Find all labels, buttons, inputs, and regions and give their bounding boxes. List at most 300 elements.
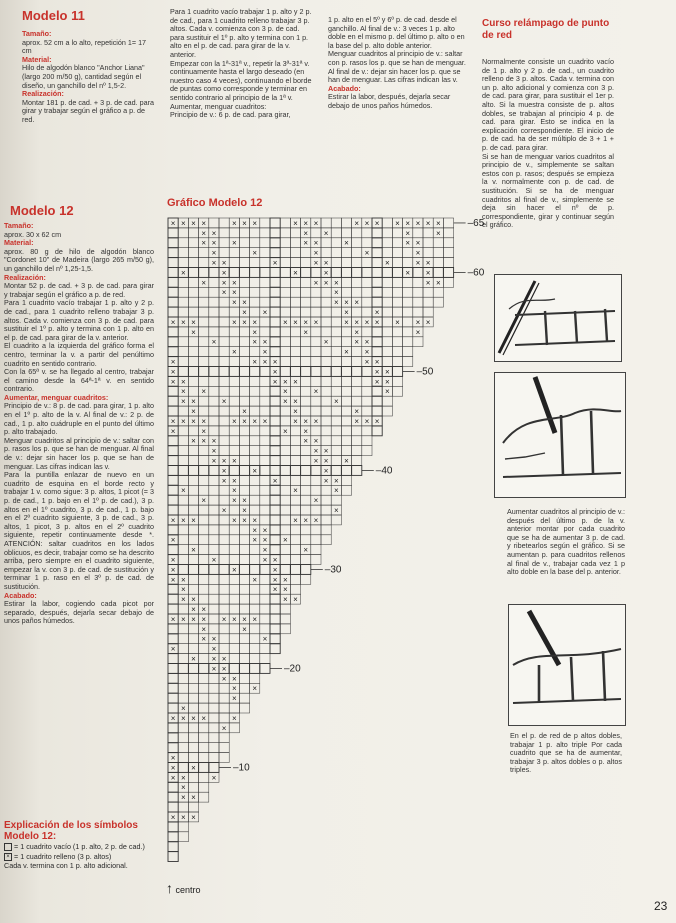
grid-cell [280, 277, 290, 287]
grid-cell [280, 347, 290, 357]
grid-cell [290, 545, 300, 555]
filled-cell-mark: × [180, 515, 186, 525]
grid-cell [280, 297, 290, 307]
grid-cell [260, 367, 270, 377]
grid-cell [199, 268, 209, 278]
grid-cell [219, 515, 229, 525]
grid-cell [168, 634, 178, 644]
grid-cell [280, 248, 290, 258]
grid-cell [321, 367, 331, 377]
filled-cell-mark: × [364, 416, 370, 426]
filled-cell-mark: × [242, 416, 247, 426]
grid-cell [290, 357, 300, 367]
grid-cell [219, 327, 229, 337]
grid-cell [239, 238, 249, 248]
grid-cell [413, 277, 423, 287]
filled-cell-mark: × [170, 367, 176, 377]
crochet-chart [160, 206, 485, 882]
grid-cell [362, 277, 372, 287]
grid-cell [382, 268, 392, 278]
filled-cell-mark: × [364, 347, 370, 357]
grid-cell [260, 317, 270, 327]
empty-square-icon [4, 843, 12, 851]
grid-cell [260, 327, 270, 337]
grid-cell [199, 317, 209, 327]
filled-cell-mark: × [282, 585, 288, 595]
grid-cell [341, 228, 351, 238]
grid-cell [443, 258, 453, 268]
grid-cell [331, 347, 341, 357]
grid-cell [239, 396, 249, 406]
filled-cell-mark: × [333, 476, 339, 486]
grid-cell [239, 683, 249, 693]
grid-cell [270, 624, 280, 634]
grid-cell [331, 515, 341, 525]
grid-cell [403, 347, 413, 357]
grid-cell [168, 624, 178, 634]
grid-cell [392, 277, 402, 287]
filled-cell-mark: × [211, 644, 217, 654]
grid-cell [280, 218, 290, 228]
grid-cell [341, 466, 351, 476]
grid-cell [321, 248, 331, 258]
grid-cell [219, 357, 229, 367]
filled-cell-mark: × [313, 496, 319, 506]
grid-cell [239, 287, 249, 297]
grid-cell [382, 297, 392, 307]
grid-cell [188, 624, 198, 634]
grid-cell [260, 386, 270, 396]
grid-cell [209, 475, 219, 485]
grid-cell [199, 396, 209, 406]
grid-cell [168, 802, 178, 812]
grid-cell [239, 545, 249, 555]
grid-cell [392, 248, 402, 258]
filled-cell-mark: × [201, 228, 207, 238]
grid-cell [239, 367, 249, 377]
grid-cell [352, 258, 362, 268]
m12-p8: Estirar la labor, cogiendo cada picot por separado, después, dejarla secar debajo de unos paños húmedos. [4, 599, 154, 626]
grid-cell [301, 446, 311, 456]
grid-cell [352, 426, 362, 436]
grid-cell [352, 228, 362, 238]
filled-cell-mark: × [435, 218, 441, 228]
grid-cell [362, 327, 372, 337]
filled-cell-mark: × [170, 357, 176, 367]
grid-cell [199, 466, 209, 476]
m12-size: aprox. 30 x 62 cm [4, 229, 62, 239]
filled-cell-mark: × [252, 684, 258, 694]
grid-cell [209, 287, 219, 297]
grid-cell [270, 426, 280, 436]
filled-cell-mark: × [191, 763, 196, 773]
grid-cell [423, 297, 433, 307]
grid-cell [209, 574, 219, 584]
filled-cell-mark: × [303, 436, 309, 446]
filled-cell-mark: × [364, 248, 370, 258]
grid-cell [352, 367, 362, 377]
filled-cell-mark: × [282, 317, 288, 327]
filled-cell-mark: × [272, 357, 278, 367]
filled-cell-mark: × [262, 634, 268, 644]
grid-cell [301, 535, 311, 545]
filled-cell-mark: × [293, 397, 298, 407]
filled-cell-mark: × [252, 614, 258, 624]
grid-cell [301, 376, 311, 386]
filled-cell-mark: × [313, 515, 319, 525]
grid-cell [178, 723, 188, 733]
grid-cell [372, 347, 382, 357]
grid-cell [341, 406, 351, 416]
grid-cell [392, 307, 402, 317]
grid-cell [239, 634, 249, 644]
grid-cell [280, 565, 290, 575]
grid-cell [403, 327, 413, 337]
filled-cell-mark: × [435, 278, 441, 288]
filled-cell-mark: × [293, 486, 298, 496]
grid-cell [219, 555, 229, 565]
filled-cell-mark: × [191, 713, 196, 723]
grid-cell [280, 495, 290, 505]
grid-cell [280, 624, 290, 634]
filled-cell-mark: × [191, 545, 196, 555]
filled-cell-mark: × [252, 575, 258, 585]
grid-cell [219, 297, 229, 307]
grid-cell [250, 396, 260, 406]
filled-cell-mark: × [374, 416, 380, 426]
filled-cell-mark: × [231, 288, 237, 298]
grid-cell [178, 634, 188, 644]
col3-p1: 1 p. alto en el 5º y 6º p. de cad. desde el ganchillo. Al final de v.: 3 veces 1 p. alto doble en el mismo p. del último p. alto o en la base del p. alto doble anterior. [328, 15, 465, 50]
grid-cell [188, 565, 198, 575]
filled-cell-mark: × [221, 278, 227, 288]
grid-cell [229, 545, 239, 555]
filled-cell-mark: × [221, 258, 227, 268]
filled-cell-mark: × [180, 317, 186, 327]
grid-cell [270, 287, 280, 297]
grid-cell [362, 386, 372, 396]
grid-cell [239, 604, 249, 614]
filled-cell-mark: × [191, 436, 196, 446]
grid-cell [188, 228, 198, 238]
grid-cell [178, 822, 188, 832]
grid-cell [311, 347, 321, 357]
grid-cell [331, 218, 341, 228]
grid-cell [250, 664, 260, 674]
grid-cell [250, 406, 260, 416]
filled-cell-mark: × [211, 436, 217, 446]
grid-cell [290, 327, 300, 337]
grid-cell [311, 327, 321, 337]
grid-cell [290, 307, 300, 317]
m11-realizacion: Montar 181 p. de cad. + 3 p. de cad. para girar y trabajar según el gráfico a p. de red. [22, 97, 155, 124]
grid-cell [443, 228, 453, 238]
grid-cell [229, 327, 239, 337]
grid-cell [290, 456, 300, 466]
grid-cell [209, 268, 219, 278]
grid-cell [270, 604, 280, 614]
grid-cell [280, 604, 290, 614]
grid-cell [178, 277, 188, 287]
grid-cell [290, 555, 300, 565]
grid-cell [392, 258, 402, 268]
filled-cell-mark: × [282, 426, 288, 436]
grid-cell [168, 604, 178, 614]
filled-cell-mark: × [170, 763, 176, 773]
grid-cell [290, 228, 300, 238]
grid-cell [403, 248, 413, 258]
filled-cell-mark: × [170, 317, 176, 327]
grid-cell [178, 654, 188, 664]
grid-cell [250, 475, 260, 485]
filled-cell-mark: × [313, 218, 319, 228]
filled-cell-mark: × [231, 238, 237, 248]
grid-cell [168, 664, 178, 674]
grid-cell [219, 584, 229, 594]
grid-cell [188, 268, 198, 278]
filled-cell-mark: × [323, 456, 329, 466]
grid-cell [260, 664, 270, 674]
grid-cell [229, 337, 239, 347]
grid-cell [188, 248, 198, 258]
grid-cell [290, 277, 300, 287]
grid-cell [229, 664, 239, 674]
grid-cell [301, 565, 311, 575]
grid-cell [301, 297, 311, 307]
filled-cell-mark: × [221, 664, 227, 674]
grid-cell [250, 386, 260, 396]
grid-cell [239, 426, 249, 436]
grid-cell [260, 495, 270, 505]
grid-cell [188, 386, 198, 396]
grid-cell [239, 475, 249, 485]
grid-cell [311, 485, 321, 495]
grid-cell [239, 327, 249, 337]
grid-cell [229, 367, 239, 377]
filled-cell-mark: × [170, 426, 176, 436]
grid-cell [239, 555, 249, 565]
grid-cell [250, 456, 260, 466]
grid-cell [341, 258, 351, 268]
grid-cell [239, 248, 249, 258]
grid-cell [331, 376, 341, 386]
filled-cell-mark: × [231, 565, 237, 575]
grid-cell [392, 367, 402, 377]
filled-cell-mark: × [180, 783, 186, 793]
filled-cell-mark: × [354, 218, 360, 228]
grid-cell [331, 386, 341, 396]
grid-cell [199, 555, 209, 565]
grid-cell [392, 268, 402, 278]
grid-cell [209, 673, 219, 683]
grid-cell [443, 238, 453, 248]
filled-cell-mark: × [344, 456, 349, 466]
grid-cell [178, 426, 188, 436]
grid-cell [341, 218, 351, 228]
filled-cell-mark: × [333, 397, 339, 407]
filled-cell-mark: × [252, 218, 258, 228]
grid-cell [250, 545, 260, 555]
grid-cell [260, 624, 270, 634]
grid-cell [341, 485, 351, 495]
grid-cell [382, 357, 392, 367]
filled-cell-mark: × [242, 515, 247, 525]
filled-cell-mark: × [344, 298, 349, 308]
grid-cell [290, 258, 300, 268]
filled-cell-mark: × [180, 713, 186, 723]
grid-cell [199, 792, 209, 802]
grid-cell [219, 545, 229, 555]
filled-cell-mark: × [374, 317, 380, 327]
grid-cell [239, 673, 249, 683]
grid-cell [270, 644, 280, 654]
grid-cell [260, 584, 270, 594]
grid-cell [178, 604, 188, 614]
grid-cell [260, 376, 270, 386]
grid-cell [250, 228, 260, 238]
grid-cell [250, 505, 260, 515]
filled-cell-mark: × [231, 515, 237, 525]
grid-cell [199, 782, 209, 792]
filled-cell-mark: × [242, 298, 247, 308]
grid-cell [413, 268, 423, 278]
grid-cell [260, 475, 270, 485]
grid-cell [209, 713, 219, 723]
modelo12-title: Modelo 12 [10, 203, 74, 218]
filled-cell-mark: × [221, 288, 227, 298]
grid-cell [188, 485, 198, 495]
filled-cell-mark: × [395, 317, 400, 327]
grid-cell [311, 555, 321, 565]
grid-cell [168, 703, 178, 713]
filled-cell-mark: × [231, 476, 237, 486]
col2-p3: Aumentar, menguar cuadritos: [170, 101, 267, 111]
grid-cell [229, 644, 239, 654]
grid-cell [219, 228, 229, 238]
filled-cell-mark: × [262, 308, 268, 317]
grid-cell [301, 357, 311, 367]
grid-cell [178, 802, 188, 812]
grid-cell [260, 238, 270, 248]
grid-cell [270, 337, 280, 347]
filled-cell-mark: × [201, 496, 207, 506]
grid-cell [392, 357, 402, 367]
grid-cell [178, 664, 188, 674]
grid-cell [250, 258, 260, 268]
filled-cell-mark: × [231, 486, 237, 496]
filled-cell-mark: × [313, 387, 319, 397]
grid-cell [219, 713, 229, 723]
grid-cell [362, 426, 372, 436]
grid-cell [311, 505, 321, 515]
m12-acabado-heading: Acabado: [4, 590, 37, 600]
grid-cell [250, 347, 260, 357]
grid-cell [290, 248, 300, 258]
grid-cell [168, 297, 178, 307]
filled-cell-mark: × [211, 634, 217, 644]
grid-cell [250, 624, 260, 634]
grid-cell [239, 258, 249, 268]
grid-cell [199, 327, 209, 337]
grid-cell [290, 436, 300, 446]
grid-cell [199, 772, 209, 782]
grid-cell [311, 228, 321, 238]
filled-cell-mark: × [242, 624, 247, 634]
grid-cell [392, 287, 402, 297]
filled-cell-mark: × [191, 218, 196, 228]
grid-cell [290, 347, 300, 357]
grid-cell [260, 258, 270, 268]
filled-cell-mark: × [374, 377, 380, 387]
grid-cell [413, 337, 423, 347]
grid-cell [229, 654, 239, 664]
filled-cell-mark: × [354, 337, 360, 347]
grid-cell [331, 456, 341, 466]
m12-p4: Con la 65ª v. se ha llegado al centro, trabajar el camino desde la 64ª-1ª v. en sentido contrario. [4, 367, 154, 394]
grid-cell [270, 416, 280, 426]
filled-cell-mark: × [211, 456, 217, 466]
grid-cell [209, 505, 219, 515]
grid-cell [178, 258, 188, 268]
legend-item-empty [4, 842, 164, 852]
grid-cell [290, 337, 300, 347]
grid-cell [290, 565, 300, 575]
grid-cell [433, 268, 443, 278]
grid-cell [250, 367, 260, 377]
grid-cell [341, 327, 351, 337]
filled-cell-mark: × [221, 723, 227, 733]
grid-cell [178, 753, 188, 763]
grid-cell [178, 832, 188, 842]
filled-cell-mark: × [242, 308, 247, 317]
filled-cell-mark: × [252, 535, 258, 545]
illustration-3 [508, 604, 626, 726]
grid-cell [260, 594, 270, 604]
filled-cell-mark: × [170, 753, 176, 763]
grid-cell [250, 277, 260, 287]
grid-cell [239, 693, 249, 703]
grid-cell [168, 337, 178, 347]
grid-cell [168, 792, 178, 802]
grid-cell [433, 258, 443, 268]
grid-cell [188, 535, 198, 545]
grid-cell [290, 574, 300, 584]
filled-cell-mark: × [170, 713, 176, 723]
grid-cell [188, 772, 198, 782]
grid-cell [250, 307, 260, 317]
legend-title: Explicación de los símbolos Modelo 12: [4, 820, 138, 842]
grid-cell [178, 693, 188, 703]
grid-cell [321, 317, 331, 327]
grid-cell [209, 357, 219, 367]
filled-cell-mark: × [405, 228, 411, 238]
grid-cell [178, 565, 188, 575]
modelo11-title: Modelo 11 [22, 8, 85, 23]
filled-cell-mark: × [180, 773, 186, 783]
grid-cell [280, 357, 290, 367]
grid-cell [311, 337, 321, 347]
grid-cell [168, 584, 178, 594]
filled-cell-mark: × [272, 585, 278, 595]
grid-cell [250, 654, 260, 664]
grid-cell [270, 238, 280, 248]
grid-cell [239, 664, 249, 674]
grid-cell [229, 584, 239, 594]
filled-cell-mark: × [191, 605, 196, 614]
grid-cell [188, 297, 198, 307]
filled-cell-mark: × [303, 515, 309, 525]
filled-cell-mark: × [435, 228, 441, 238]
